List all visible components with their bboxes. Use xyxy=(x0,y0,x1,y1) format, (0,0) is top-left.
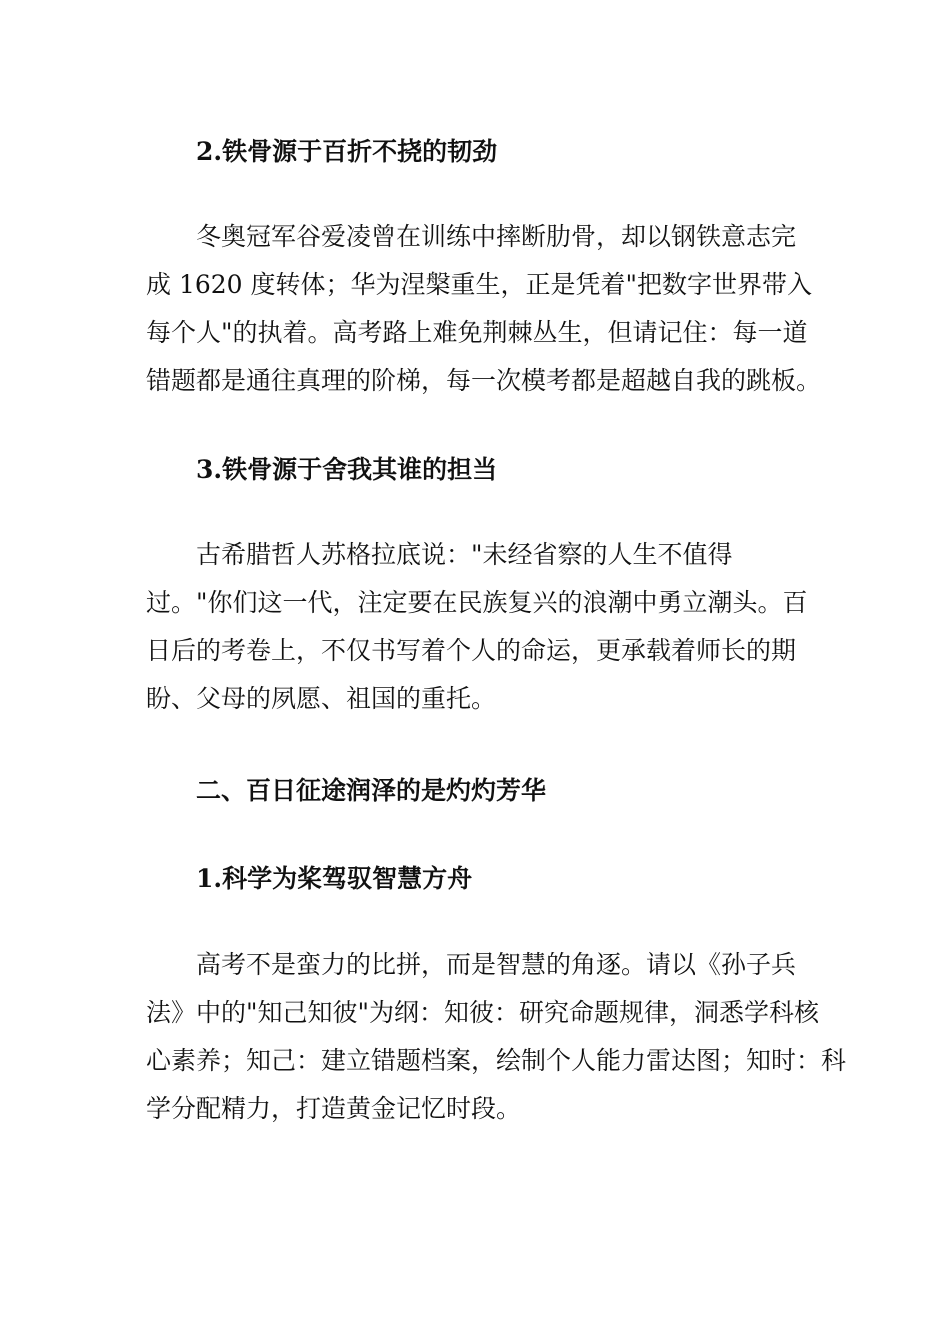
paragraph-line: 高考不是蛮力的比拼，而是智慧的角逐。请以《孙子兵 xyxy=(196,950,797,979)
paragraph-line: 错题都是通往真理的阶梯，每一次模考都是超越自我的跳板。 xyxy=(146,366,822,395)
section-heading-2: 二、百日征途润泽的是灼灼芳华 xyxy=(196,776,547,805)
paragraph-line: 成 1620 度转体；华为涅槃重生，正是凭着"把数字世界带入 xyxy=(146,270,813,299)
subheading-3-responsibility: 3.铁骨源于舍我其谁的担当 xyxy=(196,455,498,484)
paragraph-line: 学分配精力，打造黄金记忆时段。 xyxy=(146,1094,522,1123)
paragraph-science xyxy=(146,941,847,1133)
subheading-2-resilience: 2.铁骨源于百折不挠的韧劲 xyxy=(196,137,498,166)
paragraph-resilience xyxy=(146,213,826,405)
subheading-1-science: 1.科学为桨驾驭智慧方舟 xyxy=(196,864,473,893)
paragraph-responsibility xyxy=(146,531,826,723)
paragraph-line: 日后的考卷上，不仅书写着个人的命运，更承载着师长的期 xyxy=(146,636,797,665)
paragraph-line: 法》中的"知己知彼"为纲：知彼：研究命题规律，洞悉学科核 xyxy=(146,998,820,1027)
paragraph-line: 古希腊哲人苏格拉底说："未经省察的人生不值得 xyxy=(196,540,733,569)
paragraph-line: 每个人"的执着。高考路上难免荆棘丛生，但请记住：每一道 xyxy=(146,318,808,347)
paragraph-line: 冬奥冠军谷爱凌曾在训练中摔断肋骨，却以钢铁意志完 xyxy=(196,222,797,251)
paragraph-line: 过。"你们这一代，注定要在民族复兴的浪潮中勇立潮头。百 xyxy=(146,588,808,617)
paragraph-line: 心素养；知己：建立错题档案，绘制个人能力雷达图；知时：科 xyxy=(146,1046,847,1075)
paragraph-line: 盼、父母的夙愿、祖国的重托。 xyxy=(146,684,497,713)
